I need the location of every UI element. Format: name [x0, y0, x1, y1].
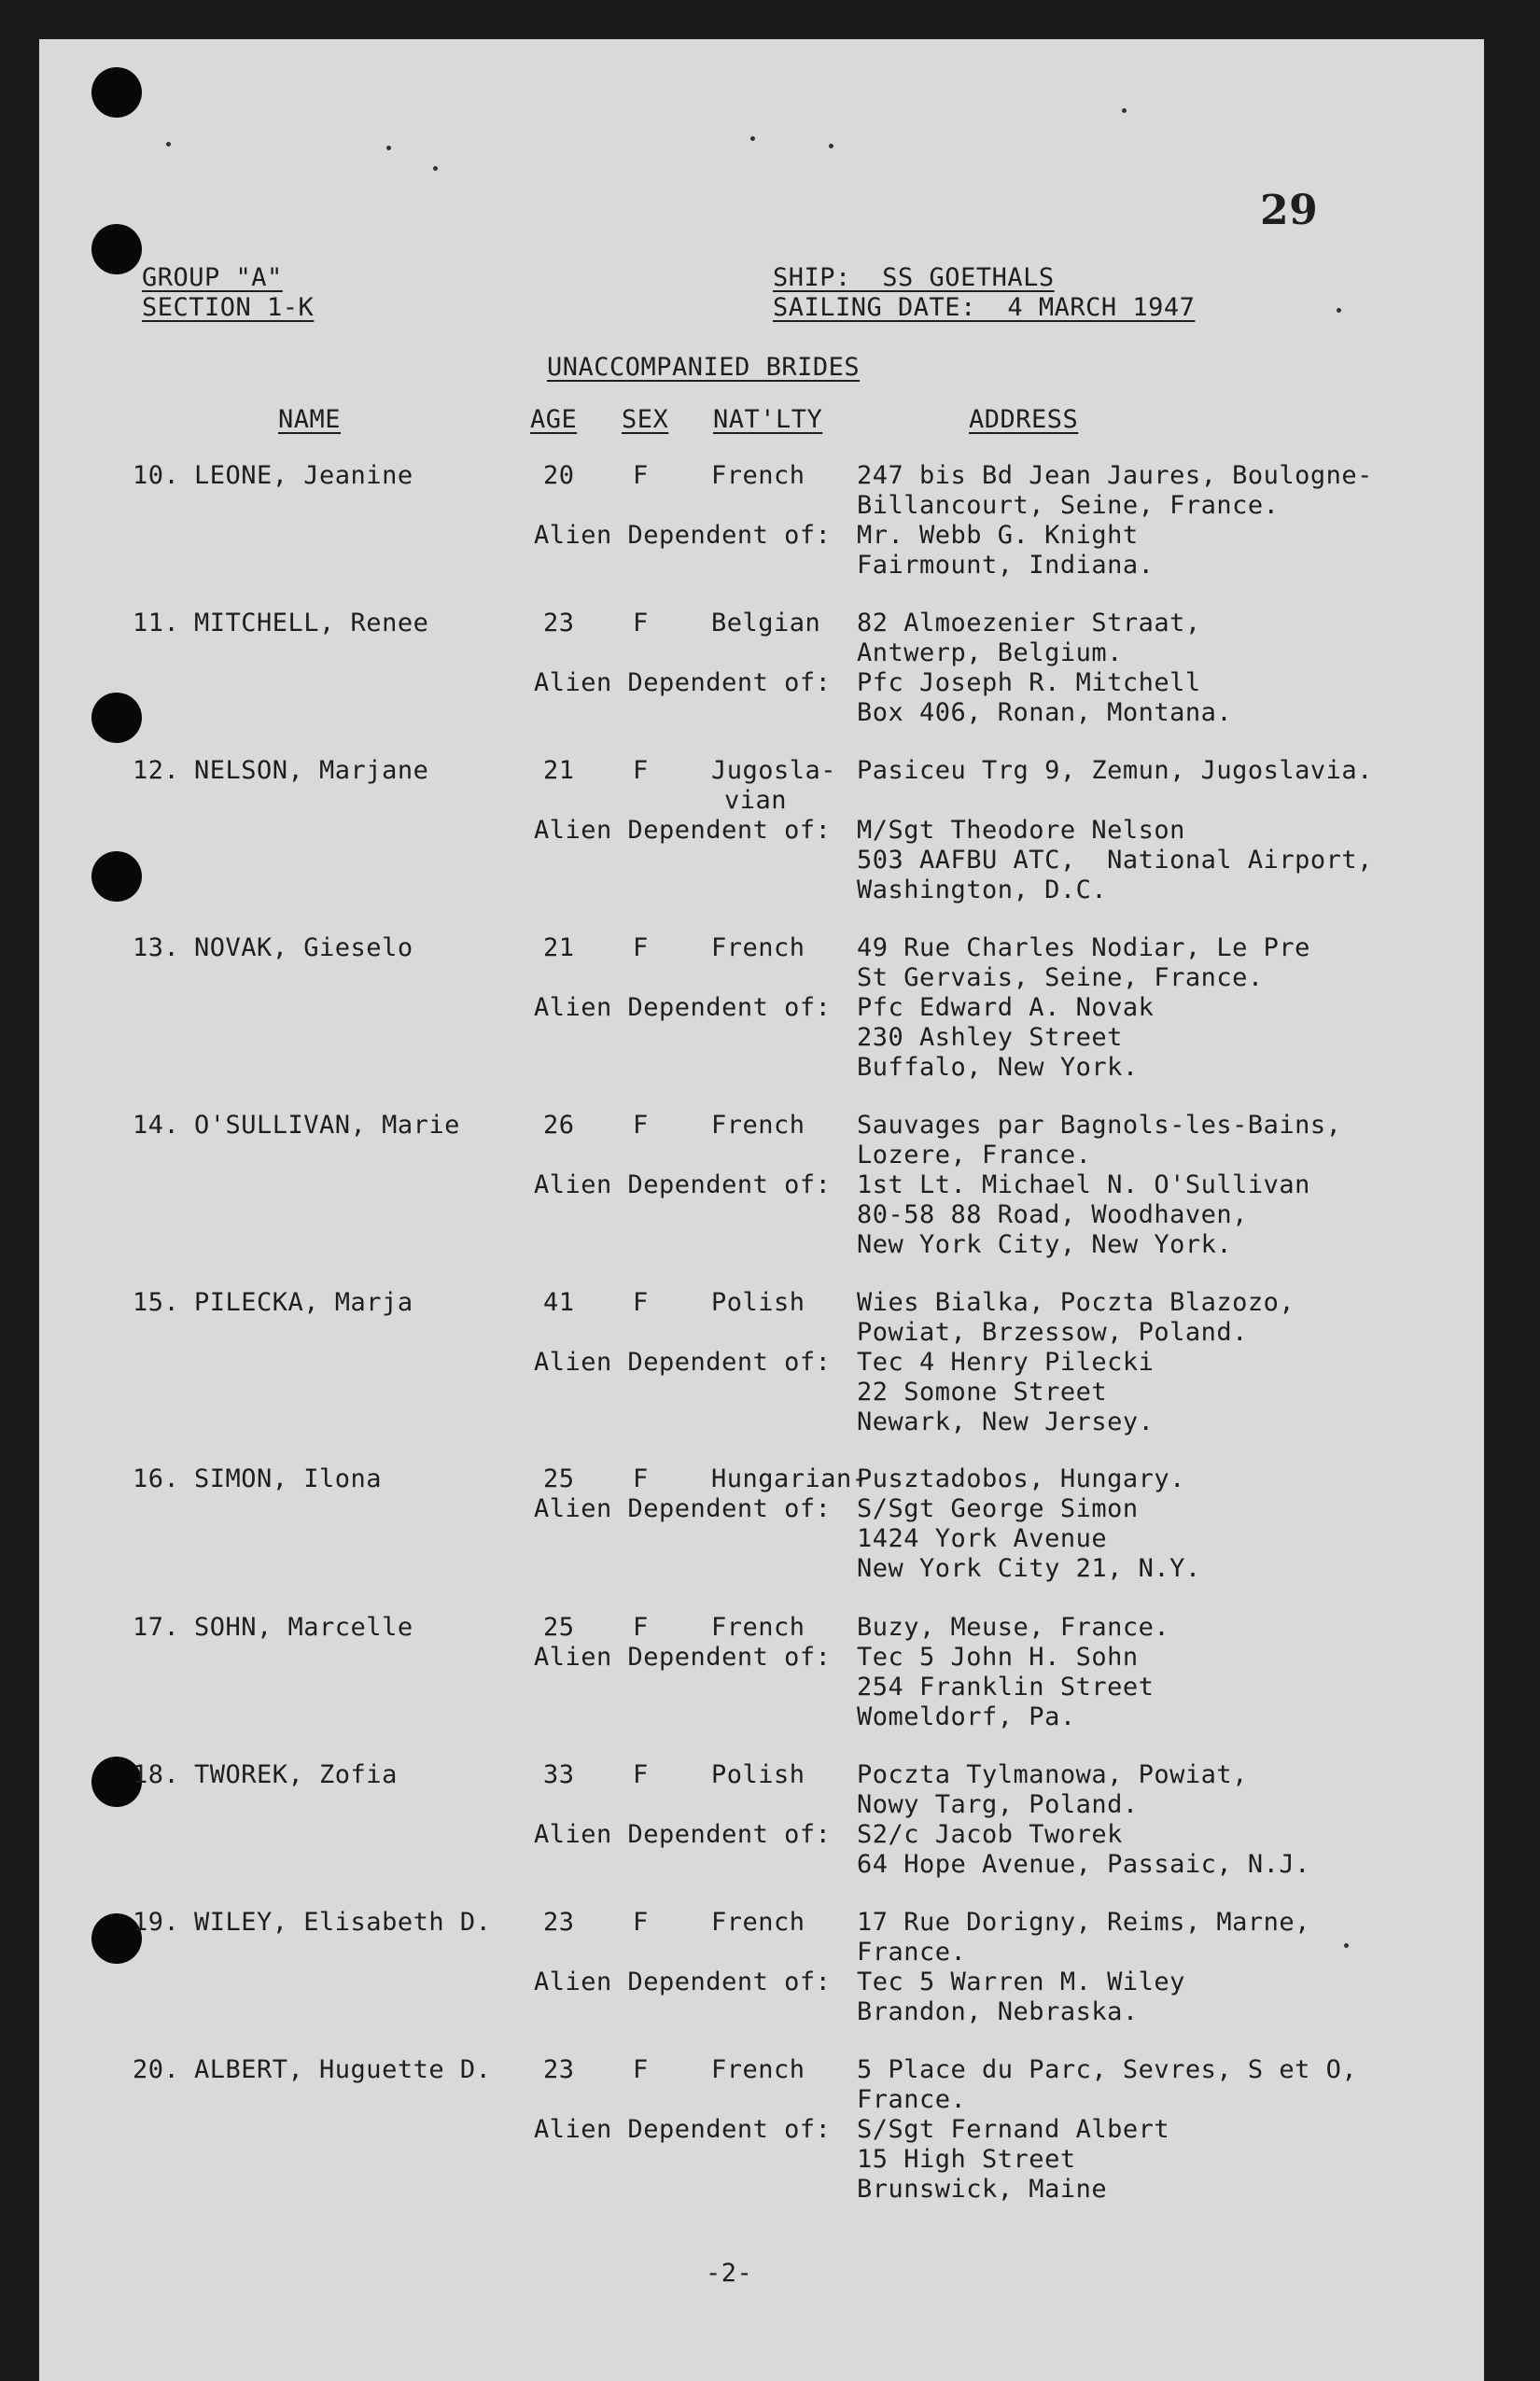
entry-sex: F: [633, 1288, 649, 1317]
dependent-label: Alien Dependent of:: [534, 521, 832, 550]
entry-nationality: French: [711, 1613, 805, 1642]
entry-address-line: Nowy Targ, Poland.: [857, 1790, 1139, 1819]
speck-mark: [1122, 108, 1127, 113]
dependent-label: Alien Dependent of:: [534, 1643, 832, 1672]
speck-mark: [386, 146, 391, 150]
column-header-age: AGE: [530, 405, 578, 434]
entry-address-line: 82 Almoezenier Straat,: [857, 609, 1201, 637]
entry-address-line: Pusztadobos, Hungary.: [857, 1464, 1185, 1493]
sponsor-line: 1424 York Avenue: [857, 1524, 1108, 1553]
column-header-name: NAME: [278, 405, 342, 434]
sponsor-line: Buffalo, New York.: [857, 1053, 1139, 1082]
entry-age: 21: [543, 756, 575, 785]
entry-nationality: French: [711, 461, 805, 490]
column-header-sex: SEX: [622, 405, 669, 434]
page-number: 29: [1260, 187, 1319, 234]
speck-mark: [750, 136, 755, 141]
entry-age: 33: [543, 1760, 575, 1789]
entry-address-line: France.: [857, 1938, 967, 1967]
speck-mark: [1344, 1943, 1349, 1948]
entry-address-line: Sauvages par Bagnols-les-Bains,: [857, 1111, 1342, 1140]
entry-number: 16.: [133, 1464, 180, 1493]
sponsor-line: Womeldorf, Pa.: [857, 1702, 1076, 1731]
entry-address-line: 247 bis Bd Jean Jaures, Boulogne-: [857, 461, 1373, 490]
ship-label: SHIP: SS GOETHALS: [773, 263, 1055, 292]
entry-sex: F: [633, 609, 649, 637]
entry-address-line: Powiat, Brzessow, Poland.: [857, 1318, 1248, 1347]
entry-age: 21: [543, 933, 575, 962]
entry-name: LEONE, Jeanine: [194, 461, 413, 490]
sponsor-line: 15 High Street: [857, 2145, 1076, 2174]
entry-nationality: vian: [724, 786, 788, 815]
entry-nationality: Polish: [711, 1760, 805, 1789]
dependent-label: Alien Dependent of:: [534, 1820, 832, 1849]
entry-number: 12.: [133, 756, 180, 785]
sailing-date-label: SAILING DATE: 4 MARCH 1947: [773, 293, 1196, 322]
entry-number: 14.: [133, 1111, 180, 1140]
entry-name: O'SULLIVAN, Marie: [194, 1111, 460, 1140]
dependent-label: Alien Dependent of:: [534, 1170, 832, 1199]
entry-number: 11.: [133, 609, 180, 637]
sponsor-line: Box 406, Ronan, Montana.: [857, 698, 1233, 727]
sponsor-line: Washington, D.C.: [857, 875, 1108, 904]
entry-nationality: French: [711, 2055, 805, 2084]
sponsor-line: Fairmount, Indiana.: [857, 551, 1155, 580]
speck-mark: [166, 142, 171, 147]
entry-name: TWOREK, Zofia: [194, 1760, 398, 1789]
entry-age: 20: [543, 461, 575, 490]
entry-name: SIMON, Ilona: [194, 1464, 383, 1493]
dependent-label: Alien Dependent of:: [534, 668, 832, 697]
entry-sex: F: [633, 1613, 649, 1642]
sponsor-line: Tec 5 John H. Sohn: [857, 1643, 1139, 1672]
entry-age: 23: [543, 609, 575, 637]
entry-name: NOVAK, Gieselo: [194, 933, 413, 962]
sponsor-line: Tec 4 Henry Pilecki: [857, 1348, 1155, 1377]
entry-sex: F: [633, 1760, 649, 1789]
speck-mark: [829, 144, 833, 148]
entry-address-line: Antwerp, Belgium.: [857, 638, 1123, 667]
speck-mark: [1337, 308, 1341, 313]
entry-name: ALBERT, Huguette D.: [194, 2055, 492, 2084]
speck-mark: [433, 166, 438, 171]
punch-hole: [91, 693, 142, 743]
section-label: SECTION 1-K: [142, 293, 315, 322]
sponsor-line: Brunswick, Maine: [857, 2175, 1108, 2204]
entry-age: 25: [543, 1613, 575, 1642]
entry-nationality: Belgian: [711, 609, 821, 637]
entry-address-line: France.: [857, 2085, 967, 2114]
entry-sex: F: [633, 2055, 649, 2084]
punch-hole: [91, 224, 142, 274]
sponsor-line: S/Sgt George Simon: [857, 1494, 1139, 1523]
entry-sex: F: [633, 1111, 649, 1140]
sponsor-line: Tec 5 Warren M. Wiley: [857, 1968, 1185, 1996]
entry-sex: F: [633, 461, 649, 490]
entry-age: 26: [543, 1111, 575, 1140]
sponsor-line: 254 Franklin Street: [857, 1673, 1155, 1702]
entry-number: 20.: [133, 2055, 180, 2084]
entry-address-line: Billancourt, Seine, France.: [857, 491, 1280, 520]
column-header-address: ADDRESS: [969, 405, 1079, 434]
entry-sex: F: [633, 933, 649, 962]
entry-age: 41: [543, 1288, 575, 1317]
sponsor-line: Mr. Webb G. Knight: [857, 521, 1139, 550]
entry-address-line: Pasiceu Trg 9, Zemun, Jugoslavia.: [857, 756, 1373, 785]
dependent-label: Alien Dependent of:: [534, 1968, 832, 1996]
group-label: GROUP "A": [142, 263, 283, 292]
punch-hole: [91, 851, 142, 902]
entry-name: MITCHELL, Renee: [194, 609, 429, 637]
dependent-label: Alien Dependent of:: [534, 816, 832, 845]
entry-name: NELSON, Marjane: [194, 756, 429, 785]
entry-address-line: 17 Rue Dorigny, Reims, Marne,: [857, 1908, 1310, 1937]
entry-age: 25: [543, 1464, 575, 1493]
sponsor-line: 1st Lt. Michael N. O'Sullivan: [857, 1170, 1310, 1199]
dependent-label: Alien Dependent of:: [534, 1494, 832, 1523]
entry-address-line: 5 Place du Parc, Sevres, S et O,: [857, 2055, 1358, 2084]
sponsor-line: Pfc Edward A. Novak: [857, 993, 1155, 1022]
sponsor-line: 22 Somone Street: [857, 1378, 1108, 1407]
entry-sex: F: [633, 1464, 649, 1493]
entry-nationality: French: [711, 1908, 805, 1937]
entry-number: 19.: [133, 1908, 180, 1937]
sponsor-line: 230 Ashley Street: [857, 1023, 1123, 1052]
dependent-label: Alien Dependent of:: [534, 2115, 832, 2144]
entry-nationality: Hungarian-: [711, 1464, 868, 1493]
dependent-label: Alien Dependent of:: [534, 1348, 832, 1377]
entry-age: 23: [543, 1908, 575, 1937]
dependent-label: Alien Dependent of:: [534, 993, 832, 1022]
entry-age: 23: [543, 2055, 575, 2084]
entry-address-line: Buzy, Meuse, France.: [857, 1613, 1170, 1642]
page-heading: UNACCOMPANIED BRIDES: [547, 353, 861, 382]
entry-address-line: St Gervais, Seine, France.: [857, 963, 1264, 992]
punch-hole: [91, 67, 142, 118]
entry-address-line: 49 Rue Charles Nodiar, Le Pre: [857, 933, 1310, 962]
sponsor-line: S2/c Jacob Tworek: [857, 1820, 1123, 1849]
entry-number: 13.: [133, 933, 180, 962]
sponsor-line: M/Sgt Theodore Nelson: [857, 816, 1185, 845]
entry-name: WILEY, Elisabeth D.: [194, 1908, 492, 1937]
sponsor-line: Newark, New Jersey.: [857, 1408, 1155, 1436]
entry-address-line: Lozere, France.: [857, 1141, 1092, 1169]
sponsor-line: New York City 21, N.Y.: [857, 1554, 1201, 1583]
entry-name: PILECKA, Marja: [194, 1288, 413, 1317]
sponsor-line: S/Sgt Fernand Albert: [857, 2115, 1170, 2144]
entry-number: 15.: [133, 1288, 180, 1317]
sponsor-line: New York City, New York.: [857, 1230, 1233, 1259]
column-header-nationality: NAT'LTY: [713, 405, 823, 434]
entry-number: 17.: [133, 1613, 180, 1642]
sponsor-line: 503 AAFBU ATC, National Airport,: [857, 846, 1373, 875]
sponsor-line: 80-58 88 Road, Woodhaven,: [857, 1200, 1248, 1229]
sponsor-line: Brandon, Nebraska.: [857, 1997, 1139, 2026]
document-page: [39, 39, 1484, 2381]
entry-nationality: French: [711, 1111, 805, 1140]
entry-nationality: Jugosla-: [711, 756, 837, 785]
entry-name: SOHN, Marcelle: [194, 1613, 413, 1642]
entry-nationality: Polish: [711, 1288, 805, 1317]
entry-sex: F: [633, 1908, 649, 1937]
entry-number: 18.: [133, 1760, 180, 1789]
page-footer: -2-: [706, 2259, 753, 2288]
sponsor-line: Pfc Joseph R. Mitchell: [857, 668, 1201, 697]
entry-number: 10.: [133, 461, 180, 490]
entry-address-line: Wies Bialka, Poczta Blazozo,: [857, 1288, 1295, 1317]
entry-nationality: French: [711, 933, 805, 962]
sponsor-line: 64 Hope Avenue, Passaic, N.J.: [857, 1850, 1310, 1879]
entry-address-line: Poczta Tylmanowa, Powiat,: [857, 1760, 1248, 1789]
entry-sex: F: [633, 756, 649, 785]
